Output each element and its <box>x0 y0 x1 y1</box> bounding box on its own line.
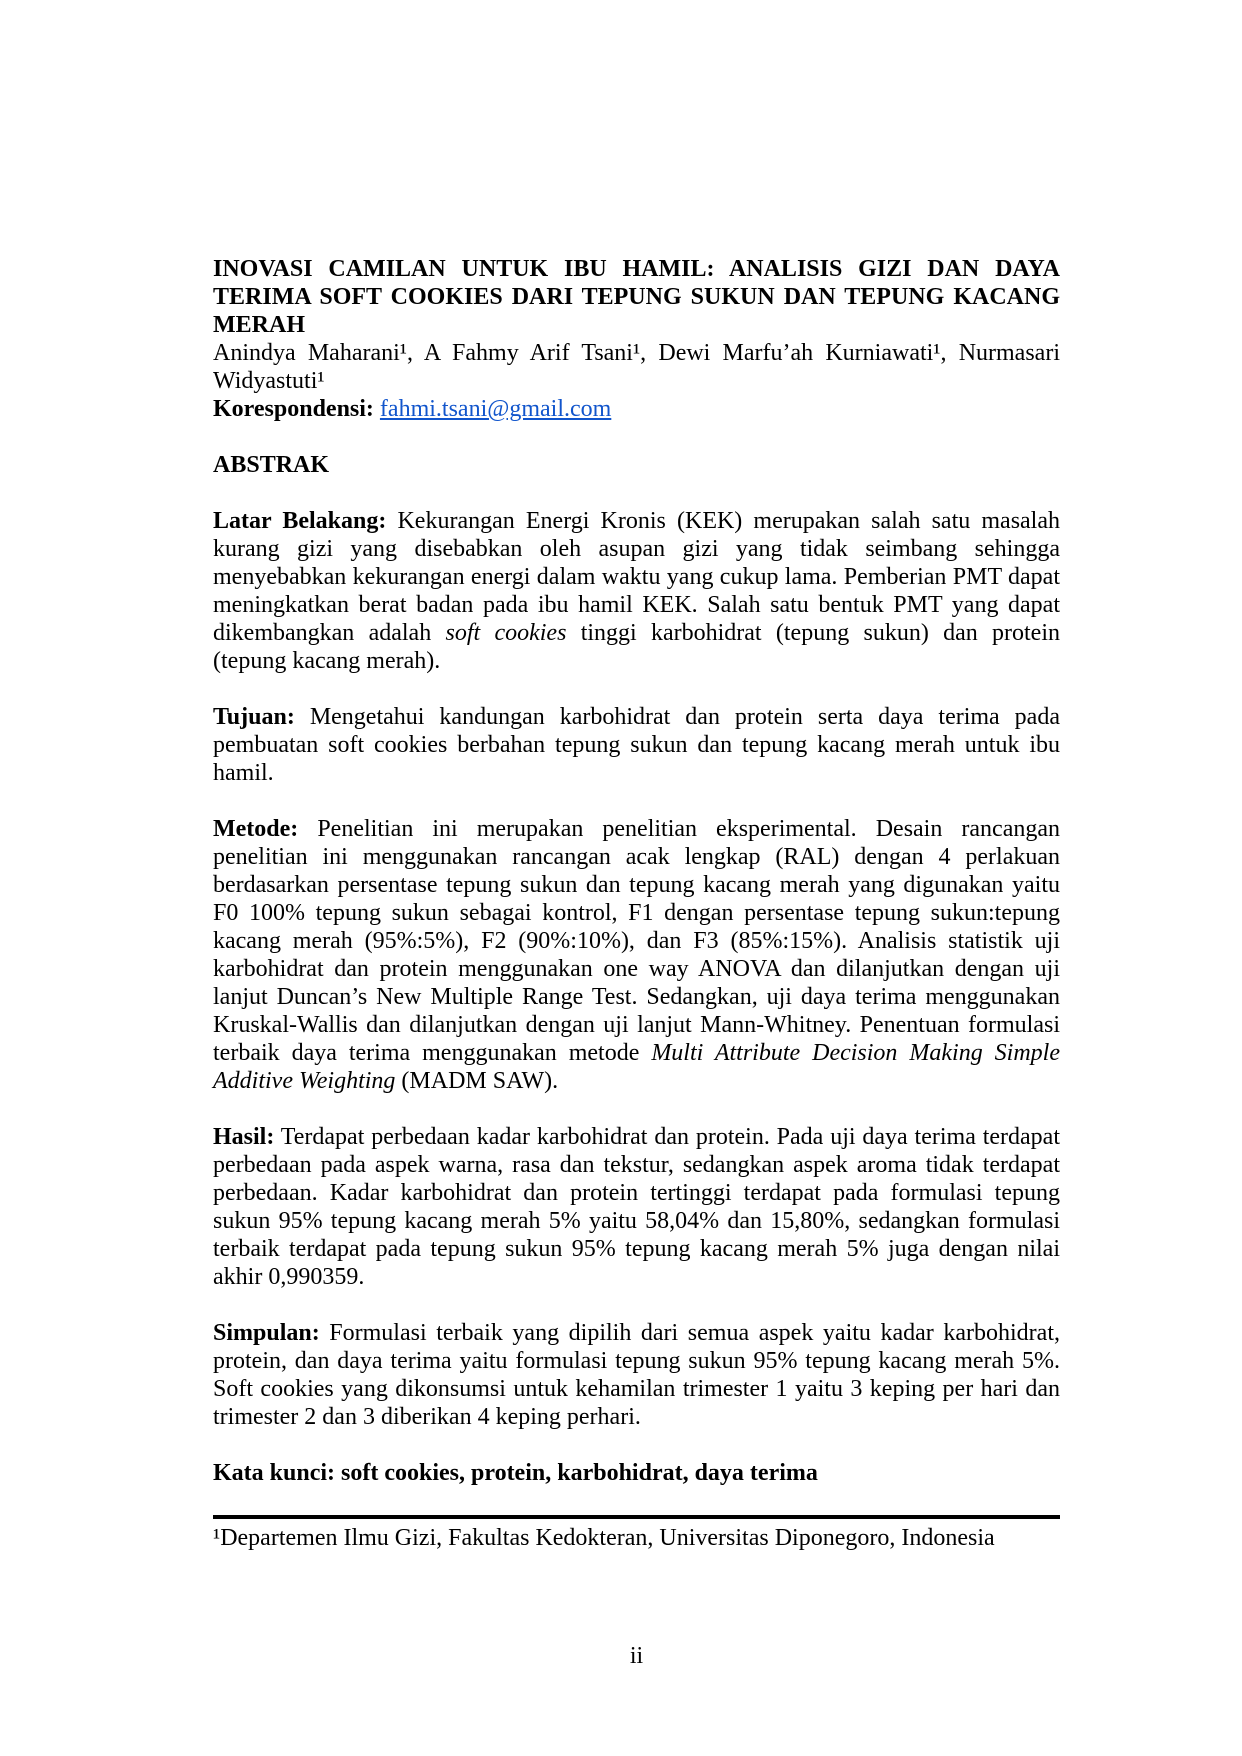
section-tujuan <box>213 703 1060 787</box>
page-number: ii <box>629 1643 644 1669</box>
section-latar-belakang <box>213 507 1060 675</box>
section-hasil <box>213 1123 1060 1291</box>
footnote-divider <box>213 1515 1060 1519</box>
authors-line: Anindya Maharani¹, A Fahmy Arif Tsani¹, Dewi Marfu’ah Kurniawati¹, Nurmasari Widyastuti¹ <box>213 340 1060 394</box>
correspondence-line <box>213 395 1060 423</box>
section-simpulan <box>213 1319 1060 1431</box>
section-label-hasil: Hasil: <box>213 1124 275 1150</box>
footnote-affiliation: ¹Departemen Ilmu Gizi, Fakultas Kedokteran, Universitas Diponegoro, Indonesia <box>213 1525 995 1551</box>
section-label-latar-belakang: Latar Belakang: <box>213 508 387 534</box>
section-label-simpulan: Simpulan: <box>213 1320 320 1346</box>
section-text: (MADM SAW). <box>395 1068 559 1094</box>
section-text: Terdapat perbedaan kadar karbohidrat dan protein. Pada uji daya terima terdapat perbedaan pada aspek warna, rasa dan tekstur, sedangkan aspek aroma tidak terdapat perbedaan. Kadar karbohidrat dan protein tertinggi terdapat pada formulasi tepung sukun 95% tepung kacang merah 5% yaitu 58,04% dan 15,80%, sedangkan formulasi terbaik terdapat pada tepung sukun 95% tepung kacang merah 5% juga dengan nilai akhir 0,990359. <box>213 1124 1060 1290</box>
section-text: Penelitian ini merupakan penelitian eksperimental. Desain rancangan penelitian ini menggunakan rancangan acak lengkap (RAL) dengan 4 perlakuan berdasarkan persentase tepung sukun dan tepung kacang merah yang digunakan yaitu F0 100% tepung sukun sebagai kontrol, F1 dengan persentase tepung sukun:tepung kacang merah (95%:5%), F2 (90%:10%), dan F3 (85%:15%). Analisis statistik uji karbohidrat dan protein menggunakan one way ANOVA dan dilanjutkan dengan uji lanjut Duncan’s New Multiple Range Test. Sedangkan, uji daya terima menggunakan Kruskal-Wallis dan dilanjutkan dengan uji lanjut Mann-Whitney. Penentuan formulasi terbaik daya terima menggunakan metode <box>213 816 1060 1066</box>
section-label-tujuan: Tujuan: <box>213 704 295 730</box>
section-text: Mengetahui kandungan karbohidrat dan protein serta daya terima pada pembuatan soft cookies berbahan tepung sukun dan tepung kacang merah untuk ibu hamil. <box>213 704 1060 786</box>
paper-title: INOVASI CAMILAN UNTUK IBU HAMIL: ANALISIS GIZI DAN DAYA TERIMA SOFT COOKIES DARI TEPUNG SUKUN DAN TEPUNG KACANG MERAH <box>213 256 1060 338</box>
section-metode <box>213 815 1060 1095</box>
section-italic-text: soft cookies <box>445 620 567 646</box>
section-text: tinggi karbohidrat (tepung sukun) dan protein (tepung kacang merah). <box>213 620 1060 674</box>
section-italic-text: Multi Attribute Decision Making Simple Additive Weighting <box>213 1040 1060 1094</box>
section-label-metode: Metode: <box>213 816 299 842</box>
correspondence-label: Korespondensi: <box>213 396 374 422</box>
keywords-line: Kata kunci: soft cookies, protein, karbohidrat, daya terima <box>213 1460 818 1486</box>
abstract-page-content <box>213 255 1060 1552</box>
abstract-heading: ABSTRAK <box>213 452 330 478</box>
section-text: Kekurangan Energi Kronis (KEK) merupakan salah satu masalah kurang gizi yang disebabkan oleh asupan gizi yang tidak seimbang sehingga menyebabkan kekurangan energi dalam waktu yang cukup lama. Pemberian PMT dapat meningkatkan berat badan pada ibu hamil KEK. Salah satu bentuk PMT yang dapat dikembangkan adalah <box>213 508 1061 646</box>
section-text: Formulasi terbaik yang dipilih dari semua aspek yaitu kadar karbohidrat, protein, dan daya terima yaitu formulasi tepung sukun 95% tepung kacang merah 5%. Soft cookies yang dikonsumsi untuk kehamilan trimester 1 yaitu 3 keping per hari dan trimester 2 dan 3 diberikan 4 keping perhari. <box>213 1320 1060 1430</box>
correspondence-email-link[interactable]: fahmi.tsani@gmail.com <box>379 396 612 422</box>
